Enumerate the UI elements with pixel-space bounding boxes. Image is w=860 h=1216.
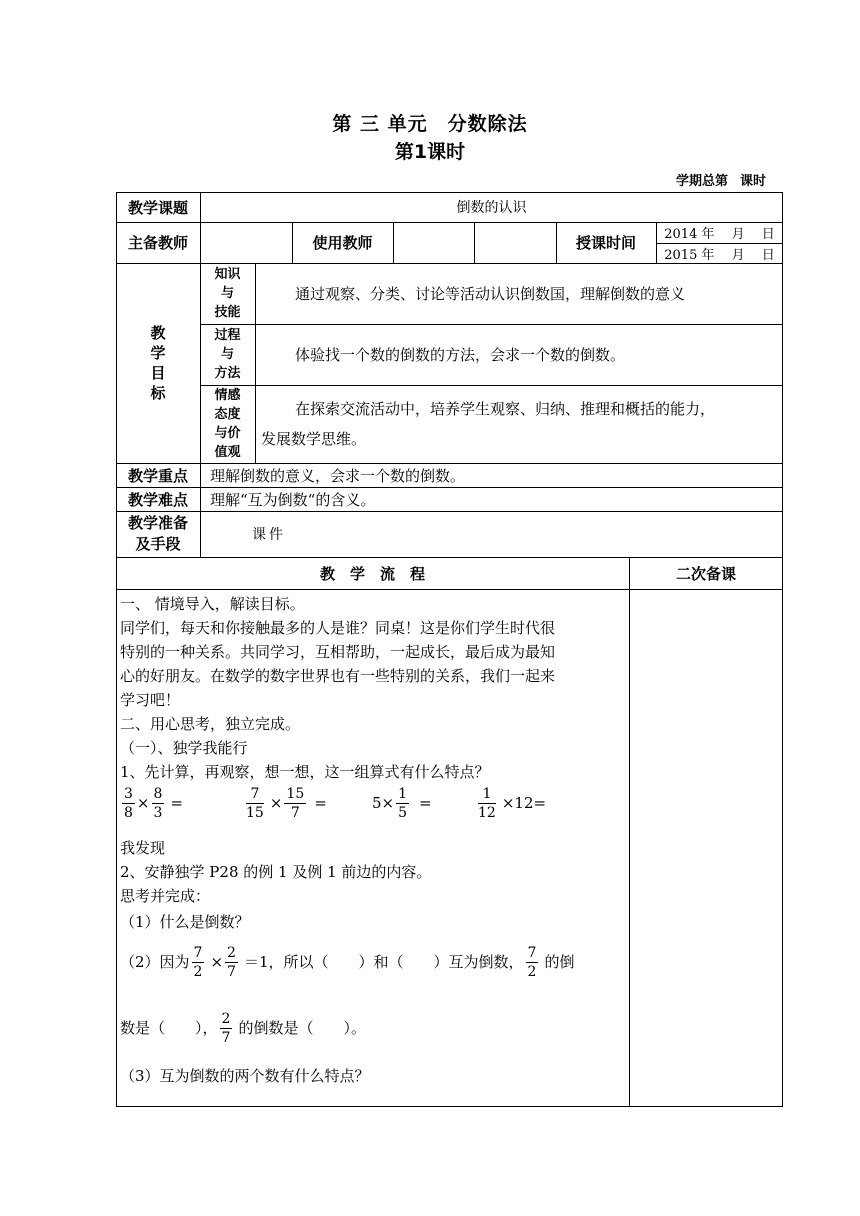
preparation-label: 教学准备 及手段 [127,514,188,553]
user-teacher-label: 使用教师 [312,234,373,252]
question-1: （1）什么是倒数？ [120,913,250,931]
flow-line: 一、 情境导入，解读目标。 [120,595,305,613]
question-2-line2: 数是（ ）， $\frac{2}{7}$ 的倒数是（ ）。 [120,1010,366,1046]
lesson-title: 第1课时 [394,141,466,163]
second-prep-header: 二次备课 [675,564,736,583]
semester-period [640,170,766,189]
col-divider [474,222,475,263]
row-divider [116,589,783,590]
think-line: 思考并完成： [120,887,211,905]
question-2-line1: （2）因为 $\frac{7}{2}$ × $\frac{2}{7}$ ＝1，所以（ ）和（ ）互为倒数， $\frac{7}{2}$ 的倒 [120,944,575,980]
expression-3: 5× $\frac{1}{5}$ = [372,785,432,821]
expression-1: $\frac{3}{8}$ × $\frac{8}{3}$ = [124,785,183,821]
preparation-text: 课件 [252,527,286,543]
flow-line: 心的好朋友。在数学的数字世界也有一些特别的关系，我们一起来 [120,667,556,685]
goal-process-text: 体验找一个数的倒数的方法，会求一个数的倒数。 [295,346,626,364]
flow-line: 1、先计算，再观察，想一想，这一组算式有什么特点？ [120,763,490,781]
flow-discover-block [120,836,628,934]
difficulty-label: 教学难点 [127,490,188,509]
unit-title: 第 三 单元 分数除法 [332,113,528,135]
process-header: 教 学 流 程 [319,564,425,583]
goal-knowledge-text: 通过观察、分类、讨论等活动认识倒数国，理解倒数的意义 [295,285,686,303]
topic-label: 教学课题 [127,198,188,217]
flow-line: 学习吧！ [120,691,181,709]
key-point-text: 理解倒数的意义，会求一个数的倒数。 [210,466,466,485]
teaching-flow-text [120,592,628,784]
class-time-label: 授课时间 [575,234,636,252]
flow-line: 特别的一种关系。共同学习，互相帮助，一起成长，最后成为最知 [120,643,556,661]
col-divider [629,557,630,1107]
teaching-goals-label: 教 学 目 标 [150,324,166,402]
key-point-label: 教学重点 [127,466,188,485]
goal-attitude-label: 情感 态度 与价 值观 [214,388,241,460]
main-teacher-label: 主备教师 [127,234,188,252]
difficulty-text: 理解“互为倒数“的含义。 [210,490,376,509]
goal-knowledge-label: 知识 与 技能 [214,267,241,320]
expression-4: $\frac{1}{12}$ ×12= [478,785,547,821]
study-line: 2、安静独学 P28 的例 1 及例 1 前边的内容。 [120,863,432,881]
flow-line: （一）、独学我能行 [120,739,248,757]
flow-line: 同学们，每天和你接触最多的人是谁？同桌！这是你们学生时代很 [120,619,556,637]
col-divider [393,222,394,263]
goal-process-label: 过程 与 方法 [214,328,241,381]
period-label: 课时 [739,174,766,189]
calculation-row [120,778,628,828]
flow-line: 二、用心思考，独立完成。 [120,715,301,733]
goal-attitude-text: 在探索交流活动中，培养学生观察、归纳、推理和概括的能力， 发展数学思维。 [261,400,716,448]
topic-value: 倒数的认识 [456,200,527,216]
question-3: （3）互为倒数的两个数有什么特点？ [120,1067,370,1085]
discover-line: 我发现 [120,839,166,857]
expression-2: $\frac{7}{15}$ × $\frac{15}{7}$ = [246,785,327,821]
semester-label: 学期总第 [675,174,728,189]
date-2015: 2015 年 月 日 [664,247,775,263]
date-2014: 2014 年 月 日 [664,227,775,242]
